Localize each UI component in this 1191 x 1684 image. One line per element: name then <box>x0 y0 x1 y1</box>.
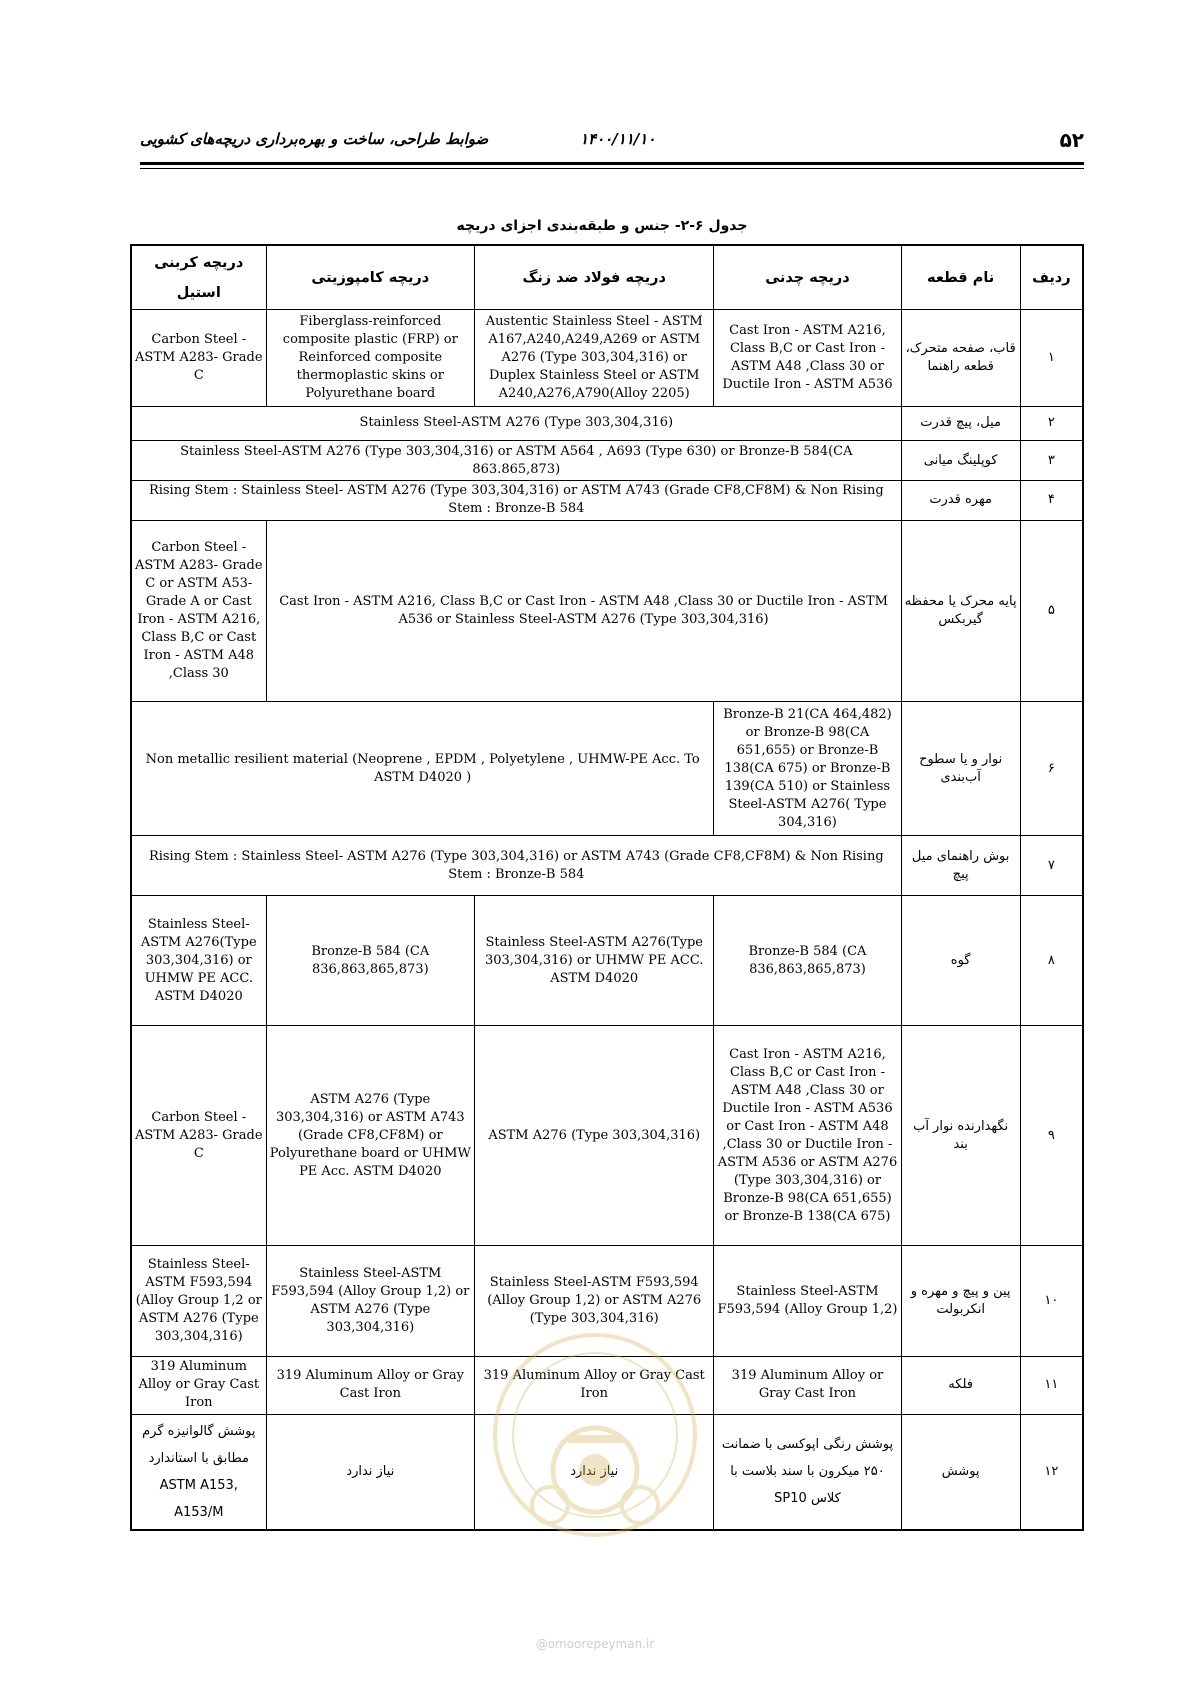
cell-row-number: ۱۰ <box>1020 1245 1083 1356</box>
cell-composite: ASTM A276 (Type 303,304,316) or ASTM A743 (Grade CF8,CF8M) or Polyurethane board or UHMW PE Acc. ASTM D4020 <box>266 1026 474 1246</box>
cell-row-number: ۵ <box>1020 520 1083 702</box>
cell-all-types: Rising Stem : Stainless Steel- ASTM A276 (Type 303,304,316) or ASTM A743 (Grade CF8,CF8M) & Non Rising Stem : Bronze-B 584 <box>131 481 901 520</box>
cell-row-number: ۴ <box>1020 481 1083 520</box>
cell-cast-iron: Bronze-B 584 (CA 836,863,865,873) <box>714 896 901 1026</box>
cell-row-number: ۶ <box>1020 702 1083 836</box>
header-rule-thick <box>140 162 1084 165</box>
header-row-number: ردیف <box>1020 245 1083 310</box>
cell-stainless: 319 Aluminum Alloy or Gray Cast Iron <box>475 1356 714 1414</box>
table-row <box>131 441 1083 481</box>
page-header <box>140 128 1084 158</box>
cell-stainless: نیاز ندارد <box>475 1414 714 1530</box>
table-row <box>131 481 1083 520</box>
cell-carbon-steel: 319 Aluminum Alloy or Gray Cast Iron <box>131 1356 266 1414</box>
header-part-name: نام قطعه <box>901 245 1020 310</box>
cell-cast-iron: Bronze-B 21(CA 464,482) or Bronze-B 98(CA 651,655) or Bronze-B 138(CA 675) or Bronze-B 139(CA 510) or Stainless Steel-ASTM A276( Type 304,316) <box>714 702 901 836</box>
header-cast-iron: دریچه چدنی <box>714 245 901 310</box>
cell-merged-types: Cast Iron - ASTM A216, Class B,C or Cast Iron - ASTM A48 ,Class 30 or Ductile Iron - ASTM A536 or Stainless Steel-ASTM A276 (Type 303,304,316) <box>266 520 901 702</box>
table-header-row <box>131 245 1083 310</box>
cell-carbon-steel: Stainless Steel-ASTM A276(Type 303,304,316) or UHMW PE ACC. ASTM D4020 <box>131 896 266 1026</box>
cell-cast-iron: پوشش رنگی اپوکسی با ضمانت ۲۵۰ میکرون با سند بلاست با کلاس SP10 <box>714 1414 901 1530</box>
cell-carbon-steel: پوشش گالوانیزه گرم مطابق با استاندارد ASTM A153, A153/M <box>131 1414 266 1530</box>
cell-stainless: ASTM A276 (Type 303,304,316) <box>475 1026 714 1246</box>
cell-stainless: Austentic Stainless Steel - ASTM A167,A240,A249,A269 or ASTM A276 (Type 303,304,316) or Duplex Stainless Steel or ASTM A240,A276,A790(Alloy 2205) <box>475 310 714 406</box>
cell-composite: نیاز ندارد <box>266 1414 474 1530</box>
cell-cast-iron: Cast Iron - ASTM A216, Class B,C or Cast Iron - ASTM A48 ,Class 30 or Ductile Iron - ASTM A536 <box>714 310 901 406</box>
cell-composite: Stainless Steel-ASTM F593,594 (Alloy Group 1,2) or ASTM A276 (Type 303,304,316) <box>266 1245 474 1356</box>
page-number: ۵۲ <box>1059 128 1084 152</box>
cell-row-number: ۹ <box>1020 1026 1083 1246</box>
table-row <box>131 1245 1083 1356</box>
materials-table <box>130 244 1084 1531</box>
cell-row-number: ۱ <box>1020 310 1083 406</box>
cell-part-name: پین و پیچ و مهره و انکربولت <box>901 1245 1020 1356</box>
cell-part-name: گوه <box>901 896 1020 1026</box>
cell-row-number: ۲ <box>1020 406 1083 441</box>
cell-carbon-steel: Carbon Steel - ASTM A283- Grade C or ASTM A53- Grade A or Cast Iron - ASTM A216, Class B,C or Cast Iron - ASTM A48 ,Class 30 <box>131 520 266 702</box>
table-row <box>131 406 1083 441</box>
watermark-url: @omoorepeyman.ir <box>535 1637 655 1651</box>
cell-carbon-steel: Carbon Steel - ASTM A283- Grade C <box>131 1026 266 1246</box>
table-row <box>131 1026 1083 1246</box>
cell-all-types: Rising Stem : Stainless Steel- ASTM A276 (Type 303,304,316) or ASTM A743 (Grade CF8,CF8M) & Non Rising Stem : Bronze-B 584 <box>131 836 901 896</box>
cell-part-name: قاب، صفحه متحرک، قطعه راهنما <box>901 310 1020 406</box>
cell-row-number: ۱۱ <box>1020 1356 1083 1414</box>
header-composite: دریچه کامپوزیتی <box>266 245 474 310</box>
table-row <box>131 1356 1083 1414</box>
cell-stainless: Stainless Steel-ASTM A276(Type 303,304,316) or UHMW PE ACC. ASTM D4020 <box>475 896 714 1026</box>
cell-composite: 319 Aluminum Alloy or Gray Cast Iron <box>266 1356 474 1414</box>
cell-merged-types: Non metallic resilient material (Neoprene , EPDM , Polyetylene , UHMW-PE Acc. To ASTM D4020 ) <box>131 702 714 836</box>
cell-composite: Fiberglass-reinforced composite plastic (FRP) or Reinforced composite thermoplastic skins or Polyurethane board <box>266 310 474 406</box>
cell-row-number: ۳ <box>1020 441 1083 481</box>
header-date: ۱۴۰۰/۱۱/۱۰ <box>580 130 656 148</box>
cell-row-number: ۱۲ <box>1020 1414 1083 1530</box>
cell-part-name: مهره قدرت <box>901 481 1020 520</box>
cell-carbon-steel: Carbon Steel - ASTM A283- Grade C <box>131 310 266 406</box>
cell-part-name: بوش راهنمای میل پیچ <box>901 836 1020 896</box>
cell-part-name: پایه محرک یا محفظه گیربکس <box>901 520 1020 702</box>
cell-part-name: نگهدارنده نوار آب بند <box>901 1026 1020 1246</box>
header-rule-thin <box>140 168 1084 169</box>
cell-part-name: کوپلینگ میانی <box>901 441 1020 481</box>
table-row <box>131 520 1083 702</box>
cell-cast-iron: 319 Aluminum Alloy or Gray Cast Iron <box>714 1356 901 1414</box>
header-carbon-steel: دریچه کربنی استیل <box>131 245 266 310</box>
cell-stainless: Stainless Steel-ASTM F593,594 (Alloy Group 1,2) or ASTM A276 (Type 303,304,316) <box>475 1245 714 1356</box>
cell-cast-iron: Stainless Steel-ASTM F593,594 (Alloy Group 1,2) <box>714 1245 901 1356</box>
cell-carbon-steel: Stainless Steel-ASTM F593,594 (Alloy Group 1,2 or ASTM A276 (Type 303,304,316) <box>131 1245 266 1356</box>
table-row <box>131 1414 1083 1530</box>
cell-all-types: Stainless Steel-ASTM A276 (Type 303,304,316) <box>131 406 901 441</box>
cell-part-name: نوار و یا سطوح آب‌بندی <box>901 702 1020 836</box>
cell-part-name: میل، پیچ قدرت <box>901 406 1020 441</box>
cell-part-name: فلکه <box>901 1356 1020 1414</box>
cell-row-number: ۸ <box>1020 896 1083 1026</box>
cell-all-types: Stainless Steel-ASTM A276 (Type 303,304,316) or ASTM A564 , A693 (Type 630) or Bronze-B 584(CA 863.865,873) <box>131 441 901 481</box>
table-row <box>131 702 1083 836</box>
cell-part-name: پوشش <box>901 1414 1020 1530</box>
table-row <box>131 896 1083 1026</box>
cell-row-number: ۷ <box>1020 836 1083 896</box>
header-title: ضوابط طراحی، ساخت و بهره‌برداری دریچه‌های کشویی <box>140 130 489 148</box>
table-row <box>131 310 1083 406</box>
table-row <box>131 836 1083 896</box>
header-stainless: دریچه فولاد ضد زنگ <box>475 245 714 310</box>
cell-cast-iron: Cast Iron - ASTM A216, Class B,C or Cast Iron - ASTM A48 ,Class 30 or Ductile Iron - ASTM A536 or Cast Iron - ASTM A48 ,Class 30 or Ductile Iron - ASTM A536 or ASTM A276 (Type 303,304,316) or Bronze-B 98(CA 651,655) or Bronze-B 138(CA 675) <box>714 1026 901 1246</box>
cell-composite: Bronze-B 584 (CA 836,863,865,873) <box>266 896 474 1026</box>
table-caption: جدول ۶-۲- جنس و طبقه‌بندی اجزای دریچه <box>456 218 748 234</box>
